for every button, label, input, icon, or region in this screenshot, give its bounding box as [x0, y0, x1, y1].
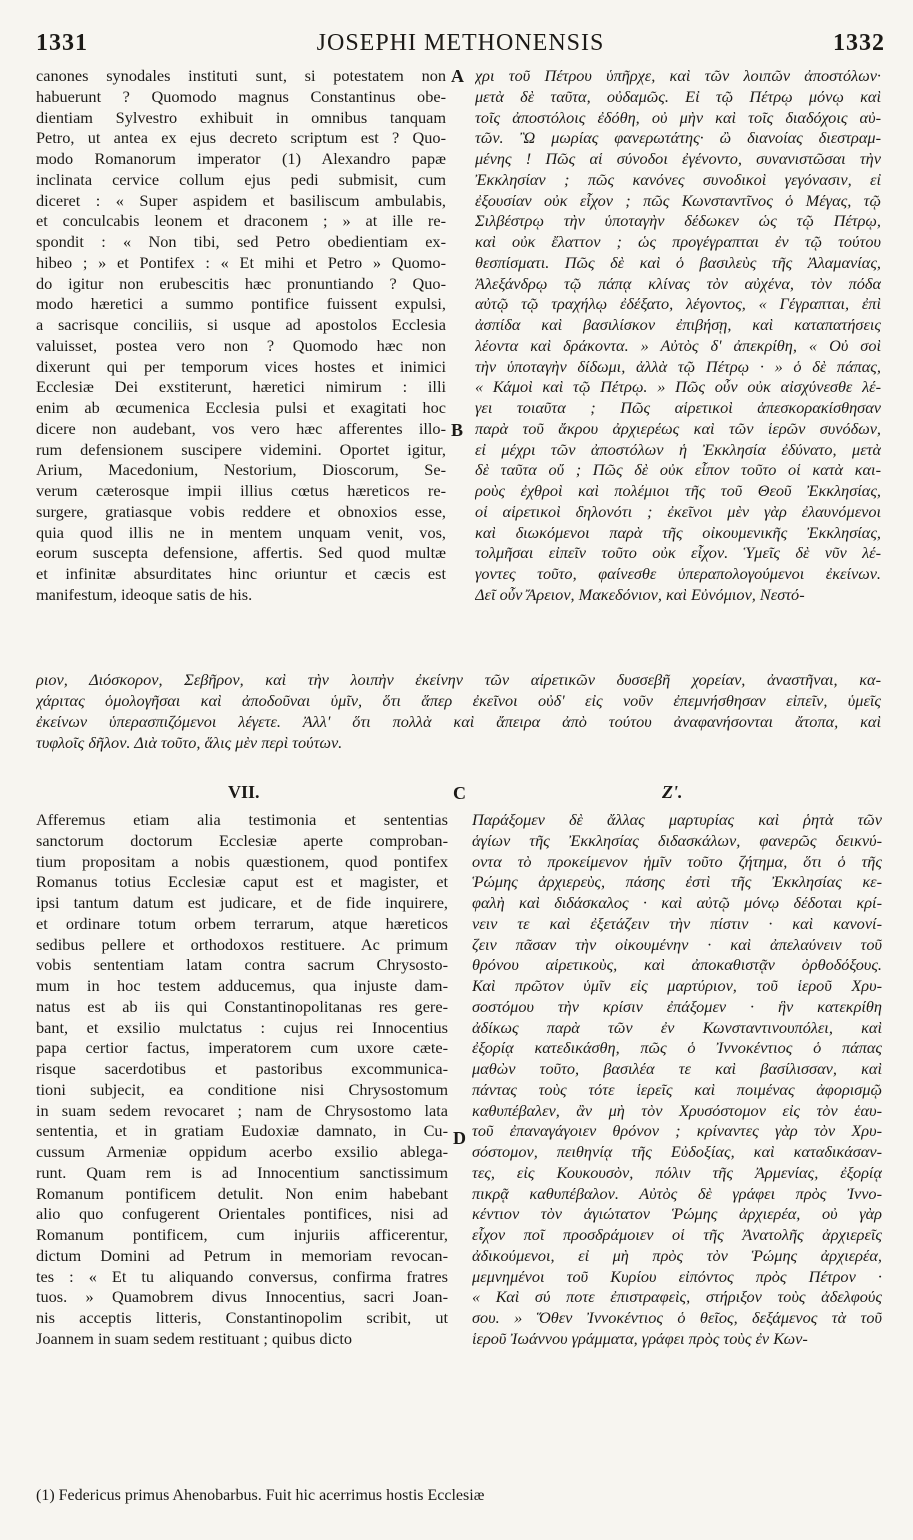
text-line: cussum Armeniæ oppidum acerbo exsilio ablega- [36, 1142, 448, 1161]
text-line: modo Romanorum imperator (1) Alexandro papæ [36, 149, 446, 168]
text-line: ριον, Διόσκορον, Σεβῆρον, καὶ τὴν λοιπὴν ἐκείνην τῶν αἱρετικῶν δυσσεβῆ χορείαν, ἀναστῆναι, κα- [36, 670, 881, 689]
margin-letter-c: C [453, 783, 466, 803]
text-line: ἐξορίᾳ κατεδικάσθη, πῶς ὁ Ἰννοκέντιος ὁ πάπας [472, 1038, 882, 1058]
text-line: Παράξομεν δὲ ἄλλας μαρτυρίας καὶ ῥητὰ τῶν [472, 810, 882, 829]
text-line: Δεῖ οὖν Ἄρειον, Μακεδόνιον, καὶ Εὐνόμιον, Νεστό- [475, 584, 805, 604]
page-number-left: 1331 [36, 30, 88, 56]
text-line: καὶ οὐκ ἔλαττον ; ὡς προγέγραπται ἐν τῷ τούτου [475, 232, 881, 251]
text-line: πάντας τοὺς τότε ἱερεῖς καὶ ποιμένας ἀφορισμῷ [472, 1079, 882, 1099]
text-line: θρόνου αἱρετικοὺς, καὶ ἀποκαθιστᾷν ὀρθοδόξους. [472, 955, 882, 975]
text-line: εἶχον ποῖ προσδράμοιεν οἱ τῆς Ἀνατολῆς ἀρχιερεῖς [472, 1225, 882, 1244]
text-line: τοῖς ἀποστόλοις ἐδόθη, οὐ μὴν καὶ τοῖς διαδόχοις αὐ- [475, 107, 881, 127]
text-line: Ecclesiæ Dei exstiterunt, hæretici nimirum : illi [36, 377, 446, 397]
text-line: vobis sententiam latam contra sacrum Chrysosto- [36, 955, 448, 975]
text-line: Romanum pontificem, cum injuriis afficerentur, [36, 1225, 448, 1244]
latin-column-bottom [36, 810, 448, 1350]
margin-letter-b: B [451, 420, 464, 440]
text-line: habuerunt ? Quomodo magnus Constantinus obe- [36, 86, 446, 106]
text-line: « Καὶ σύ ποτε ἐπιστραφεὶς, στήριξον τοὺς ἀδελφούς [472, 1287, 882, 1307]
text-line: Afferemus etiam alia testimonia et sententias [36, 810, 448, 829]
text-line: manifestum, ideoque satis de his. [36, 584, 253, 604]
text-line: bant, et exsilio mulctatus : cujus rei Innocentius [36, 1017, 448, 1037]
text-line: καὶ διωκόμενοι παρὰ τῆς οἰκουμενικῆς Ἐκκλησίας, [475, 522, 881, 542]
text-line: Ἀλεξάνδρῳ τῷ πάπᾳ κλίνας τὸν αὐχένα, τὸν πόδα [475, 273, 881, 293]
text-line: tioni subjecit, ea conditione nisi Chrysostomum [36, 1079, 448, 1099]
text-line: runt. Quam rem is ad Innocentium sanctissimum [36, 1162, 448, 1182]
text-line: ζειν πᾶσαν τὴν οἰκουμένην · καὶ ἀπελαύνειν τοῦ [472, 934, 882, 954]
text-line: risque sacerdotibus et pastoribus excommunica- [36, 1059, 448, 1078]
text-line: αὐτῷ τῷ τραχήλῳ ἐδέξατο, λέγοντος, « Γέγραπται, ἐπὶ [475, 294, 881, 314]
text-line: surgere, gratiasque vobis reddere et obnoxios esse, [36, 501, 446, 521]
text-line: ἐξουσίαν οὐκ εἶχον ; πῶς Κωνσταντῖνος ὁ Μέγας, τῷ [475, 190, 881, 210]
text-line: inclinata cervice collum ejus pedi submisit, cum [36, 169, 446, 189]
text-line: νειν τε καὶ ἐξετάζειν τὴν πίστιν · καὶ κανονί- [472, 913, 882, 933]
text-line: σοστόμου τὴν κρίσιν ἐπάξομεν · ἣν κατεκρίθη [472, 996, 882, 1016]
text-line: μεμνημένοι τοῦ Κυρίου εἰπόντος πρὸς Πέτρον · [472, 1266, 882, 1286]
text-line: dientiam Sylvestro exhibuit in omnibus tanquam [36, 107, 446, 127]
text-line: παρὰ τοῦ ἄκρου ἀρχιερέως καὶ τῶν ἱερῶν συνόδων, [475, 418, 881, 438]
text-line: tuos. » Quamobrem divus Innocentius, sacri Joan- [36, 1287, 448, 1307]
text-line: papa certior factus, imperatorem cum uxore cæte- [36, 1038, 448, 1058]
text-line: alio quo confugerent Orientales pontifices, nisi ad [36, 1204, 448, 1224]
margin-letter-d: D [453, 1128, 466, 1148]
text-line: Joannem in suam sedem restituant ; quibus dicto [36, 1328, 353, 1348]
text-line: Arium, Macedonium, Nestorium, Dioscorum, Se- [36, 460, 446, 480]
text-line: τυφλοῖς δῆλον. Διὰ τοῦτο, ἅλις μὲν περὶ τούτων. [36, 733, 343, 752]
greek-column-top [475, 66, 881, 606]
text-line: valuisset, postea vero non ? Quomodo hæc non [36, 335, 446, 355]
text-line: κέντιον τὸν ἁγιώτατον Ῥώμης ἀρχιερέα, οὐ γὰρ [472, 1204, 882, 1224]
section-heading-greek: Ζ'. [662, 782, 683, 802]
text-line: sententia, et in gratiam Eudoxiæ damnato, in Cu- [36, 1121, 448, 1141]
text-line: Romanus totius Ecclesiæ caput est et magister, et [36, 872, 448, 892]
text-line: γοντες τοῦτο, φαίνεσθε ὑπεραπολογούμενοι ἐκείνων. [475, 564, 881, 583]
text-line: ἀδίκως παρὰ τῶν ἐν Κωνσταντινουπόλει, καὶ [472, 1017, 882, 1037]
text-line: μετὰ δὲ ταῦτα, οὐδαμῶς. Εἰ τῷ Πέτρῳ μόνῳ καὶ [475, 86, 881, 106]
text-line: hibeo ; » et Pontifex : « Et mihi et Petro » Quomo- [36, 252, 446, 272]
text-line: dixerunt qui per temporum vices hostes et inimici [36, 356, 446, 376]
text-line: μαθὼν τοῦτο, βασιλέα τε καὶ βασίλισσαν, καὶ [472, 1059, 882, 1078]
greek-column-bottom [472, 810, 882, 1350]
text-line: mum in hoc testem adducemus, qua injuste dam- [36, 976, 448, 995]
text-line: Petro, ut antea ex ejus decreto scriptum est ? Quo- [36, 128, 446, 148]
text-line: quia quod illis ne in mentem unquam venit, vos, [36, 522, 446, 542]
text-line: et infinitæ absurditates hinc oriuntur et cæcis est [36, 564, 446, 583]
text-line: φαλὴ καὶ διδάσκαλος · καὶ αὐτῷ μόνῳ δέδοται κρί- [472, 893, 882, 912]
text-line: sanctorum doctorum Ecclesiæ aperte comproban- [36, 830, 448, 850]
text-line: θεσπίσματι. Πῶς δὲ καὶ ὁ βασιλεὺς τῆς Ἀλαμανίας, [475, 252, 881, 272]
text-line: canones synodales instituti sunt, si potestatem non [36, 66, 446, 85]
text-line: spondit : « Non tibi, sed Petro obedientiam ex- [36, 232, 446, 251]
text-line: modo hæretici a summo pontifice fuissent expulsi, [36, 294, 446, 314]
text-line: οἱ αἱρετικοὶ δηλονότι ; ἐκεῖνοι μὲν γὰρ ἐλαυνόμενοι [475, 501, 881, 521]
text-line: σόστομον, πειθηνίᾳ τῆς Εὐδοξίας, καὶ καταδικάσαν- [472, 1142, 882, 1161]
text-line: ἀσπίδα καὶ βασιλίσκον ἐπιβήσῃ, καὶ καταπατήσεις [475, 315, 881, 334]
text-line: tium propositam a nobis quæstionem, quod pontifex [36, 851, 448, 871]
text-line: Ἐκκλησίαν ; πῶς κανόνες συνοδικοὶ γεγόνασιν, εἰ [475, 169, 881, 189]
running-title: JOSEPHI METHONENSIS [316, 30, 605, 56]
text-line: οντα τὸ προκείμενον ἡμῖν τοῦτο ζήτημα, ὅτι ὁ τῆς [472, 851, 882, 871]
text-line: δὲ ταῦτα οὔ ; Πῶς δὲ οὐκ εἶπον τοῦτο οἱ κατὰ και- [475, 460, 881, 480]
text-line: τολμῆσαι εἰπεῖν τοῦτο οὐκ εἶχον. Ὑμεῖς δὲ νῦν λέ- [475, 543, 881, 563]
greek-full-width-text [36, 669, 881, 753]
text-line: χάριτας ὁμολογῆσαι καὶ ἀποδοῦναι ὑμῖν, ὅτι ἅπερ ἐκεῖνοι οὐδ' εἰς νοῦν ἐπεμνήσθησαν εἰπεῖν, ὑμεῖς [36, 691, 881, 710]
text-line: diceret : « Super aspidem et basiliscum ambulabis, [36, 190, 446, 210]
text-line: Ῥώμης ἀρχιερεὺς, πάσης ἐστὶ τῆς Ἐκκλησίας κε- [472, 872, 882, 892]
text-line: dicere non audebant, vos vero hæc afferentes illo- [36, 418, 446, 438]
text-line: τῶν. Ὢ μωρίας φανερωτάτης· ὢ διανοίας διεστραμ- [475, 128, 881, 148]
text-line: Σιλβέστρῳ τὴν ὑποταγὴν δέδωκεν ὡς τῷ Πέτρῳ, [475, 211, 881, 231]
text-line: ἁγίων τῆς Ἐκκλησίας διδασκάλων, φανερῶς δεικνύ- [472, 830, 882, 850]
text-line: ροὺς ἐχθροὶ καὶ πολέμιοι τῆς τοῦ Θεοῦ Ἐκκλησίας, [475, 481, 881, 500]
page-number-right: 1332 [833, 30, 885, 56]
text-line: rum defensionem suscipere videmini. Oportet igitur, [36, 439, 446, 459]
text-line: nis acceptis litteris, Constantinopolim scribit, ut [36, 1308, 448, 1327]
text-line: in suam sedem revocaret ; nam de Chrysostomo lata [36, 1100, 448, 1120]
text-line: εἰ μέχρι τῶν ἀποστόλων ἡ Ἐκκλησία ἐδύνατο, μετὰ [475, 439, 881, 459]
text-line: ἀδικούμενοι, εἰ μὴ πρὸς τὸν Ῥώμης ἀρχιερέα, [472, 1245, 882, 1265]
text-line: τὴν ὑποταγὴν δίδωμι, ἀλλὰ τῷ Πέτρῳ · » ὁ δὲ πάπας, [475, 356, 881, 376]
text-line: γει τοιαῦτα ; Πῶς αἱρετικοὶ ἀπεσκορακίσθησαν [475, 398, 881, 417]
text-line: dictum Domini ad Petrum in memoriam revocan- [36, 1245, 448, 1265]
text-line: verum cæterosque impii illius cœtus hæreticos re- [36, 481, 446, 500]
text-line: sedibus pellere et orthodoxos restituere. Ac primum [36, 934, 448, 954]
text-line: ἱεροῦ Ἰωάννου γράμματα, γράφει πρὸς τοὺς ἐν Κων- [472, 1328, 808, 1348]
text-line: ἐκείνων ὑπερασπιζόμενοι λέγετε. Ἀλλ' ὅτι πολλὰ καὶ ἄπειρα ἀπὸ τούτου ἀναφανήσονται ἄτοπα, καὶ [36, 712, 881, 731]
latin-column-top [36, 66, 446, 606]
text-line: χρι τοῦ Πέτρου ὑπῆρχε, καὶ τῶν λοιπῶν ἀποστόλων· [475, 66, 881, 85]
text-line: « Κάμοὶ καὶ τῷ Πέτρῳ. » Πῶς οὖν οὐκ αἰσχύνεσθε λέ- [475, 377, 881, 397]
text-line: et ordinare totum orbem terrarum, atque hæreticos [36, 913, 448, 933]
text-line: τες, εἰς Κουκουσὸν, πόλιν τῆς Ἀρμενίας, ἐξορίᾳ [472, 1162, 882, 1182]
text-line: enim ab œcumenica Ecclesia pulsi et exagitati hoc [36, 398, 446, 417]
text-line: natus est ab iis qui Constantinopolitanas res gere- [36, 996, 448, 1016]
text-line: μένης ! Πῶς αἱ σύνοδοι ἐγένοντο, συνανιστῶσαι τὴν [475, 149, 881, 168]
text-line: καθυπέβαλεν, ἂν μὴ τὸν Χρυσόστομον εἰς τὸν ἑαυ- [472, 1100, 882, 1120]
text-line: τοῦ ἐπαναγάγοιεν θρόνον ; κρίναντες γὰρ τὸν Χρυ- [472, 1121, 882, 1141]
section-heading-latin: VII. [228, 782, 260, 802]
text-line: σου. » Ὅθεν Ἰννοκέντιος ὁ θεῖος, δεξάμενος τὰ τοῦ [472, 1308, 882, 1327]
text-line: Καὶ πρῶτον ὑμῖν εἰς μαρτύριον, τοῦ ἱεροῦ Χρυ- [472, 976, 882, 995]
text-line: Romanum pontificem detulit. Non enim habebant [36, 1183, 448, 1203]
text-line: do igitur non erubescitis hæc pronuntiando ? Quo- [36, 273, 446, 293]
text-line: ipsi tantum datum est judicare, et de fide inquirere, [36, 893, 448, 912]
text-line: a sacrisque conciliis, si usque ad apostolos Ecclesia [36, 315, 446, 334]
margin-letter-a: A [451, 66, 464, 86]
page-header [36, 30, 885, 60]
text-line: πικρᾷ καθυπέβαλον. Αὐτὸς δὲ γράφει πρὸς Ἰννο- [472, 1183, 882, 1203]
text-line: λέοντα καὶ δράκοντα. » Αὐτὸς δ' ἀπεκρίθη, « Οὐ σοὶ [475, 335, 881, 355]
text-line: tes : « Et tu aliquando conversus, confirma fratres [36, 1266, 448, 1286]
footnote: (1) Federicus primus Ahenobarbus. Fuit hic acerrimus hostis Ecclesiæ [36, 1487, 485, 1504]
text-line: et conculcabis leonem et draconem ; » at ille re- [36, 211, 446, 231]
text-line: eorum suscepta defensione, affertis. Sed quod multæ [36, 543, 446, 563]
